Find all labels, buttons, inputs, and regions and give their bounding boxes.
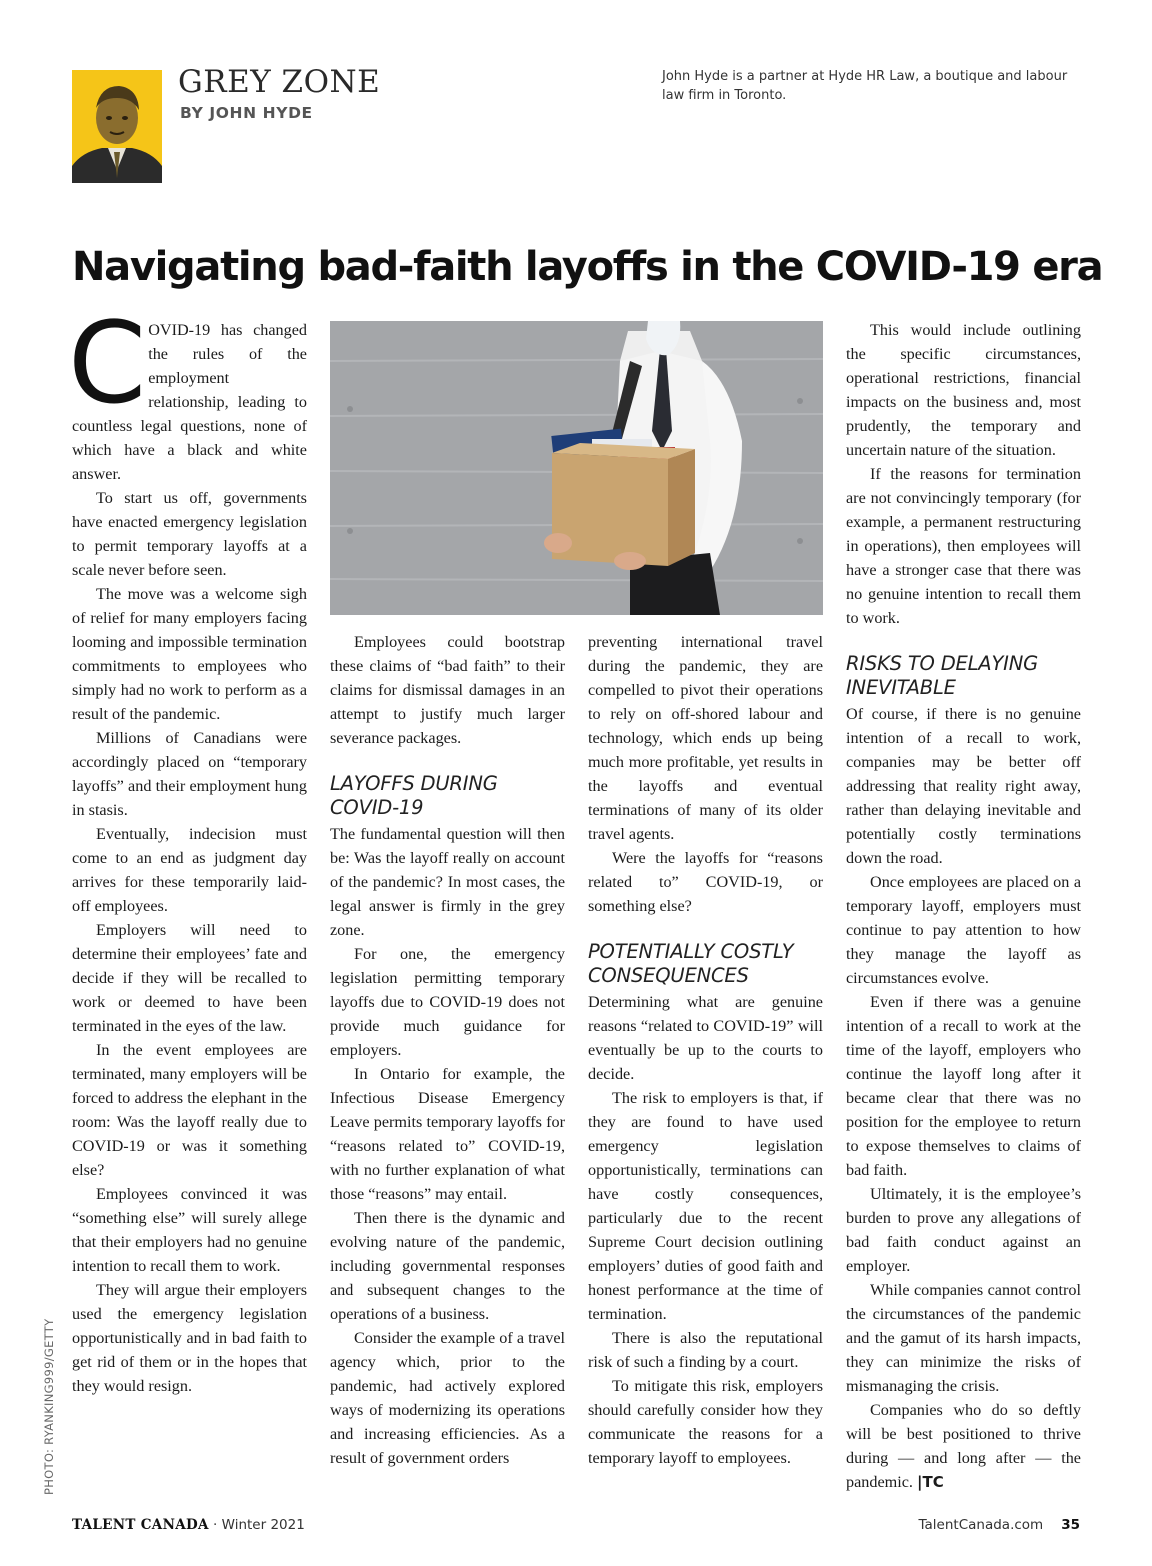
paragraph: Consider the example of a travel agency which, prior to the pandemic, had actively explored ways of modernizing its operations and increasing efficiencies. As a result of government orders <box>330 1329 565 1467</box>
intro-text: OVID-19 has changed the rules of the employment relationship, leading to countless legal questions, none of which have a black and white answer. <box>72 321 307 483</box>
photo-credit: PHOTO: RYANKING999/GETTY <box>42 1318 56 1495</box>
section-heading: RISKS TO DELAYING INEVITABLE <box>846 652 1038 699</box>
paragraph: Even if there was a genuine intention of a recall to work at the time of the layoff, employers who continue the layoff long after it became clear that there was no position for the employee to return to expose themselves to claims of bad faith. <box>846 993 1081 1179</box>
paragraph: Of course, if there is no genuine intention of a recall to work, companies may be better off addressing that reality right away, rather than delaying inevitable and potentially costly terminations down the road. <box>846 705 1081 867</box>
paragraph: preventing international travel during the pandemic, they are compelled to pivot their operations to rely on off-shored labour and technology, which ends up being much more profitable, yet results in the layoffs and eventual terminations of many of its older travel agents. <box>588 633 823 843</box>
paragraph: They will argue their employers used the emergency legislation opportunistically and in bad faith to get rid of them or in the hopes that they would resign. <box>72 1281 307 1395</box>
closing-paragraph <box>846 1398 1081 1494</box>
paragraph: In the event employees are terminated, many employers will be forced to address the elephant in the room: Was the layoff really due to COVID-19 or was it something else? <box>72 1041 307 1179</box>
paragraph: The move was a welcome sigh of relief for many employers facing looming and impossible termination commitments to employees who simply had no work to perform as a result of the pandemic. <box>72 585 307 723</box>
column-3 <box>588 630 823 1470</box>
paragraph: For one, the emergency legislation permitting temporary layoffs due to COVID-19 does not provide much guidance for employers. <box>330 945 565 1059</box>
paragraph: Determining what are genuine reasons “related to COVID-19” will eventually be up to the courts to decide. <box>588 993 823 1083</box>
paragraph: There is also the reputational risk of such a finding by a court. <box>588 1329 823 1371</box>
column-title: GREY ZONE <box>178 64 381 100</box>
footer-site <box>900 1517 1080 1533</box>
paragraph: Ultimately, it is the employee’s burden to prove any allegations of bad faith conduct against an employer. <box>846 1185 1081 1275</box>
article-photo <box>330 321 823 615</box>
author-bio: John Hyde is a partner at Hyde HR Law, a boutique and labour law firm in Toronto. <box>662 69 1068 103</box>
paragraph: If the reasons for termination are not convincingly temporary (for example, a permanent restructuring in operations), then employees will have a stronger case that there was no genuine intention to recall them to work. <box>846 465 1081 627</box>
paragraph: This would include outlining the specific circumstances, operational restrictions, financial impacts on the business and, most prudently, the temporary and uncertain nature of the situation. <box>846 321 1081 459</box>
paragraph: While companies cannot control the circumstances of the pandemic and the gamut of its harsh impacts, they can minimize the risks of mismanaging the crisis. <box>846 1281 1081 1395</box>
paragraph: Then there is the dynamic and evolving nature of the pandemic, including governmental responses and subsequent changes to the operations of a business. <box>330 1209 565 1323</box>
paragraph: The risk to employers is that, if they are found to have used emergency legislation opportunistically, terminations can have costly consequences, particularly due to the recent Supreme Court decision outlining employers’ duties of good faith and honest performance at the time of termination. <box>588 1089 823 1323</box>
paragraph: The fundamental question will then be: Was the layoff really on account of the pandemic? In most cases, the legal answer is firmly in the grey zone. <box>330 825 565 939</box>
column-2 <box>330 630 565 1470</box>
magazine-name: TALENT CANADA <box>72 1517 209 1533</box>
paragraph: Employers will need to determine their employees’ fate and decide if they will be recalled to work or deemed to have been terminated in the eyes of the law. <box>72 921 307 1035</box>
paragraph: Were the layoffs for “reasons related to” COVID-19, or something else? <box>588 849 823 915</box>
footer-magazine <box>72 1517 305 1533</box>
paragraph: To start us off, governments have enacted emergency legislation to permit temporary layoffs at a scale never before seen. <box>72 489 307 579</box>
author-portrait <box>72 70 162 183</box>
paragraph: Eventually, indecision must come to an end as judgment day arrives for these temporarily laid-off employees. <box>72 825 307 915</box>
article-headline: Navigating bad-faith layoffs in the COVID-19 era <box>72 244 1103 290</box>
intro-paragraph <box>68 299 307 486</box>
column-4 <box>846 318 1081 1494</box>
paragraph: Employees could bootstrap these claims of “bad faith” to their claims for dismissal damages in an attempt to justify much larger severance packages. <box>330 633 565 747</box>
paragraph: Once employees are placed on a temporary layoff, employers must continue to pay attention to how they manage the layoff as circumstances evolve. <box>846 873 1081 987</box>
closing-text: Companies who do so deftly will be best positioned to thrive during — and long after — the pandemic. <box>846 1401 1081 1491</box>
paragraph: To mitigate this risk, employers should carefully consider how they communicate the reasons for a temporary layoff to employees. <box>588 1377 823 1467</box>
paragraph: Millions of Canadians were accordingly placed on “temporary layoffs” and their employment hung in stasis. <box>72 729 307 819</box>
page-number: 35 <box>1061 1517 1080 1533</box>
section-heading: POTENTIALLY COSTLY CONSEQUENCES <box>588 940 794 987</box>
section-heading: LAYOFFS DURING COVID-19 <box>330 772 498 819</box>
end-mark: |TC <box>916 1473 944 1491</box>
issue-date: · Winter 2021 <box>208 1517 305 1533</box>
website: TalentCanada.com <box>918 1517 1044 1533</box>
paragraph: In Ontario for example, the Infectious Disease Emergency Leave permits temporary layoffs for “reasons related to” COVID-19, with no further explanation of what those “reasons” may entail. <box>330 1065 565 1203</box>
paragraph: Employees convinced it was “something else” will surely allege that their employers had no genuine intention to recall them to work. <box>72 1185 307 1275</box>
drop-cap: C <box>68 299 143 429</box>
byline: BY JOHN HYDE <box>180 104 313 122</box>
column-1 <box>68 299 307 1398</box>
